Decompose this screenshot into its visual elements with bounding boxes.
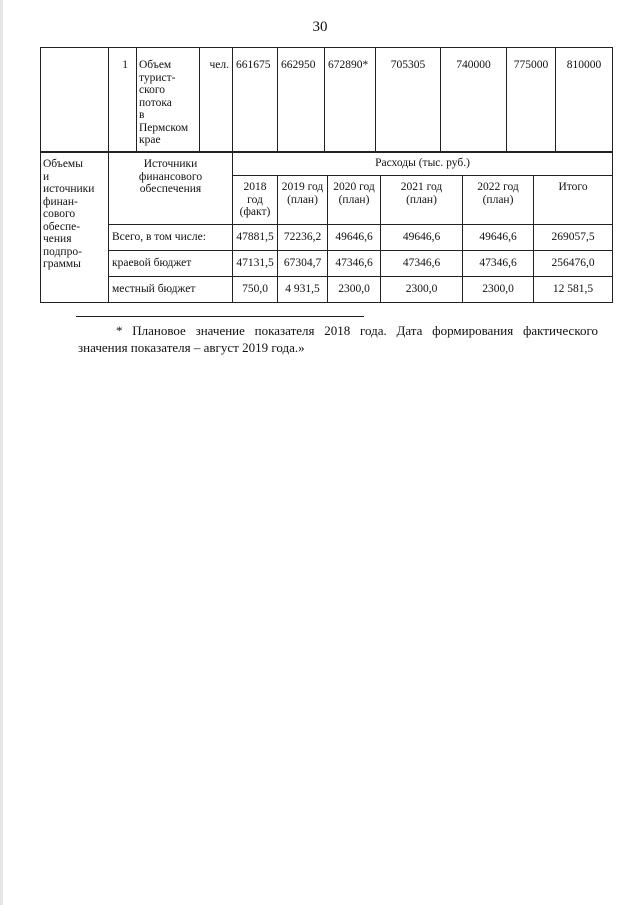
financing-label-line: граммы — [43, 258, 81, 270]
table-row — [41, 225, 613, 251]
year-header-line: 2018 — [243, 181, 267, 193]
table-row — [41, 277, 613, 303]
footnote-separator — [76, 316, 364, 317]
table-cell: 4 931,5 — [278, 277, 328, 303]
table-cell: 2300,0 — [463, 277, 534, 303]
table-cell: 47131,5 — [233, 251, 278, 277]
indicator-table — [40, 47, 613, 153]
table-cell: 256476,0 — [534, 251, 613, 277]
scan-edge — [0, 0, 3, 905]
indicator-name-line: потока — [139, 96, 172, 109]
year-header-2019 — [278, 176, 328, 225]
indicator-value: 662950 — [278, 48, 325, 153]
page-number: 30 — [312, 19, 328, 35]
table-cell: 12 581,5 — [534, 277, 613, 303]
year-header-line: 2019 год — [281, 181, 324, 193]
year-header-2022 — [463, 176, 534, 225]
footnote — [78, 322, 598, 356]
financing-label-line: сового — [43, 208, 76, 220]
table-cell: 47346,6 — [381, 251, 463, 277]
indicator-name — [137, 48, 200, 153]
financing-label-line: обеспе- — [43, 220, 81, 233]
table-cell: 47346,6 — [328, 251, 381, 277]
year-header-line: 2021 год — [400, 181, 443, 193]
table-cell: 2300,0 — [328, 277, 381, 303]
table-row — [41, 251, 613, 277]
indicator-name-line: крае — [139, 134, 161, 146]
year-header-line: (план) — [287, 193, 318, 206]
source-name: Всего, в том числе: — [109, 225, 233, 251]
indicator-value: 775000 — [507, 48, 556, 153]
year-header-line: (план) — [338, 193, 370, 206]
table-cell: 2300,0 — [381, 277, 463, 303]
indicator-value: 705305 — [376, 48, 441, 153]
source-name: краевой бюджет — [109, 251, 233, 277]
empty-cell — [41, 48, 109, 153]
financing-label-line: подпро- — [43, 245, 82, 258]
sources-header — [109, 152, 233, 225]
financing-label — [41, 152, 109, 303]
table-cell: 47881,5 — [233, 225, 278, 251]
sources-header-line: Источники — [143, 158, 198, 170]
indicator-value: 661675 — [233, 48, 278, 153]
indicator-value: 672890* — [325, 48, 376, 153]
table-cell: 750,0 — [233, 277, 278, 303]
indicator-name-line: Пермском — [139, 121, 189, 134]
table-cell: 49646,6 — [328, 225, 381, 251]
financing-label-line: Объемы — [43, 158, 83, 170]
indicator-name-line: в — [139, 109, 145, 121]
table-cell: 47346,6 — [463, 251, 534, 277]
year-header-line: 2022 год — [477, 181, 519, 193]
indicator-name-line: турист- — [139, 71, 176, 84]
table-cell: 49646,6 — [381, 225, 463, 251]
table-cell: 67304,7 — [278, 251, 328, 277]
sources-header-line: финансового — [138, 170, 203, 183]
sources-header-line: обеспечения — [139, 183, 202, 195]
financing-label-line: и — [43, 170, 50, 183]
year-header-2021 — [381, 176, 463, 225]
table-cell: 269057,5 — [534, 225, 613, 251]
footnote-line-2: значения показателя – август 2019 года.» — [78, 340, 305, 355]
year-header-line: (план) — [482, 193, 514, 206]
year-header-line: Итого — [558, 181, 588, 193]
indicator-value: 810000 — [556, 48, 613, 153]
indicator-value: 740000 — [441, 48, 507, 153]
unit-cell: чел. — [200, 48, 233, 153]
source-name: местный бюджет — [109, 277, 233, 303]
year-header-line: (план) — [406, 193, 437, 206]
indicator-row — [41, 48, 613, 153]
footnote-line-1: * Плановое значение показателя 2018 года. Дата формирования фактического — [116, 323, 598, 338]
year-header-line: год — [247, 193, 263, 206]
year-header-2018 — [233, 176, 278, 225]
year-header-2020 — [328, 176, 381, 225]
financing-label-line: финан- — [43, 195, 78, 208]
row-number: 1 — [109, 48, 137, 153]
indicator-name-line: Объем — [139, 59, 172, 71]
financing-label-line: чения — [43, 233, 72, 245]
table-cell: 49646,6 — [463, 225, 534, 251]
financing-label-line: источники — [43, 183, 95, 195]
table-cell: 72236,2 — [278, 225, 328, 251]
year-header-line: 2020 год — [333, 181, 375, 193]
total-header — [534, 176, 613, 225]
financing-header-row — [41, 152, 613, 176]
expenses-header: Расходы (тыс. руб.) — [233, 152, 613, 176]
year-header-line: (факт) — [239, 206, 271, 218]
financing-table — [40, 151, 613, 303]
indicator-name-line: ского — [139, 84, 166, 96]
